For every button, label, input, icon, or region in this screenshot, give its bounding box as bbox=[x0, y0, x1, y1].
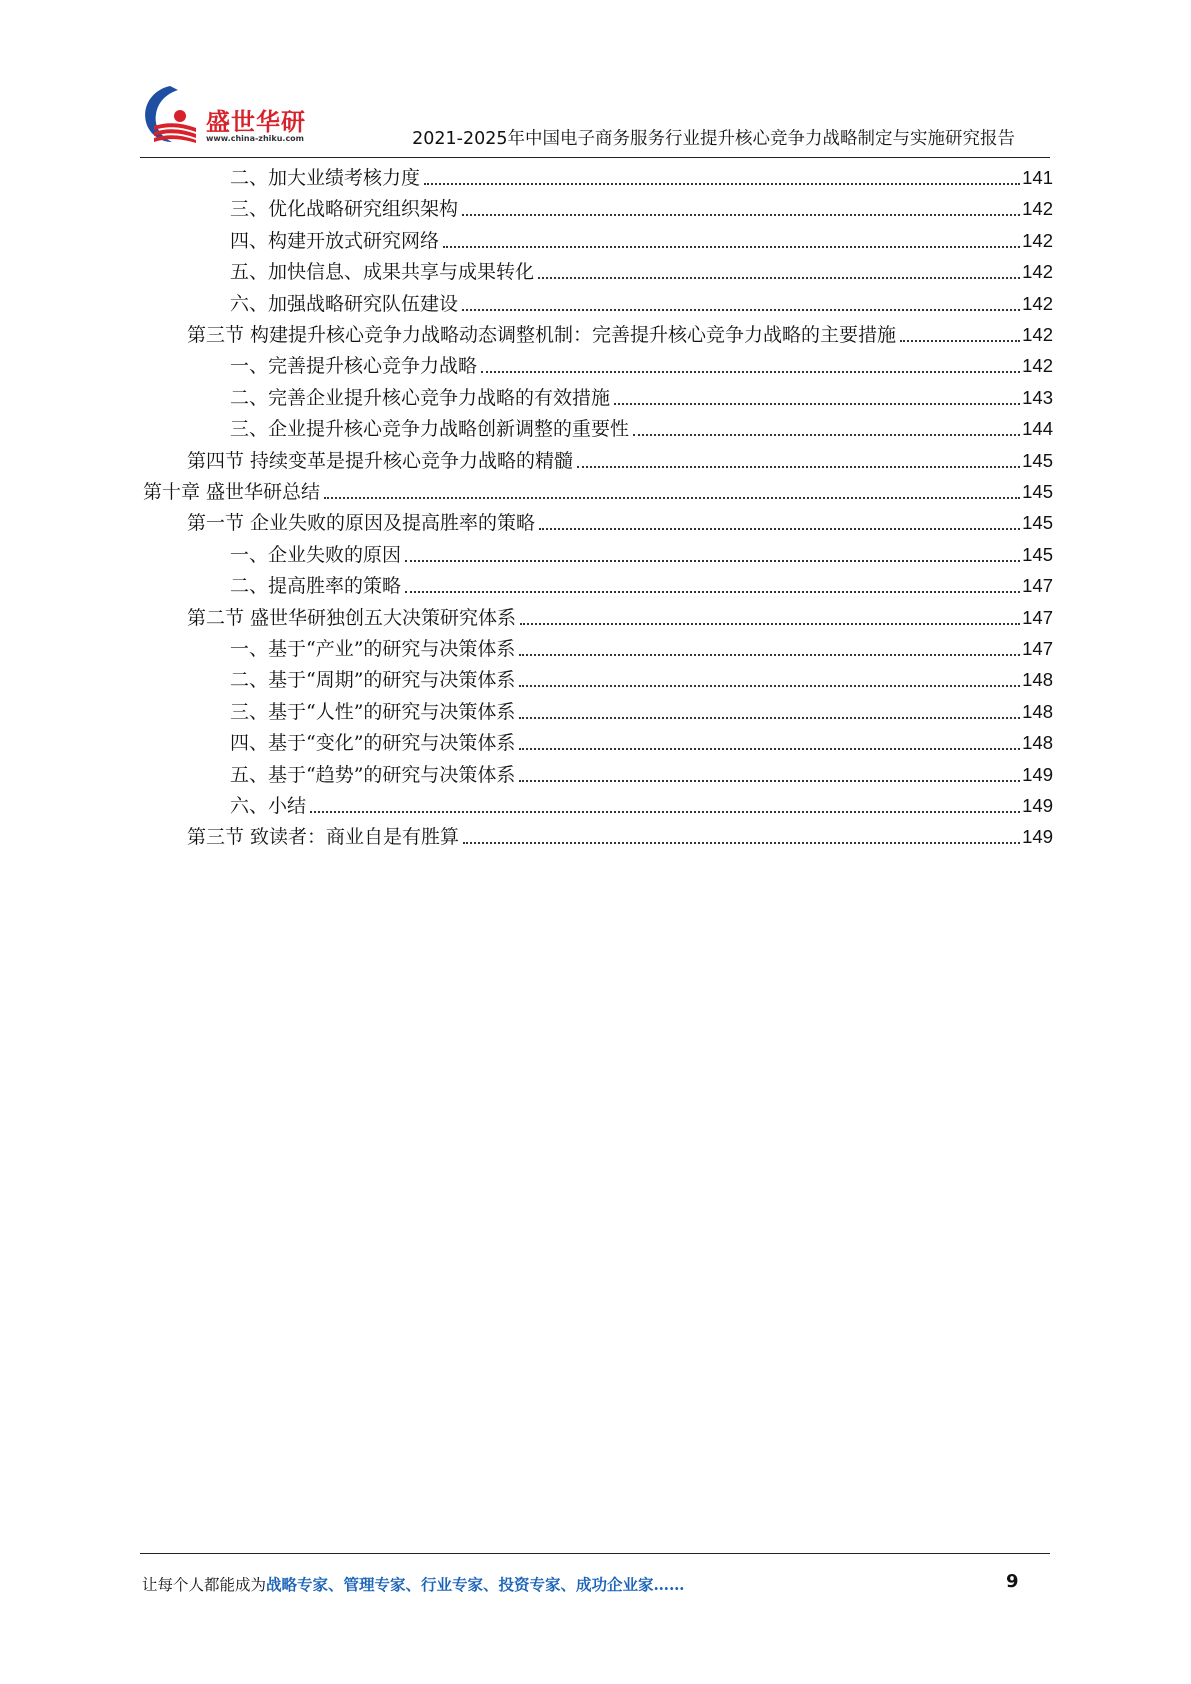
toc-leader-dots bbox=[614, 403, 1020, 405]
toc-entry-page: 148 bbox=[1022, 669, 1053, 691]
report-title: 2021-2025年中国电子商务服务行业提升核心竞争力战略制定与实施研究报告 bbox=[412, 129, 1015, 149]
toc-entry-label: 第四节 持续变革是提升核心竞争力战略的精髓 bbox=[187, 449, 574, 472]
toc-entry-label: 二、加大业绩考核力度 bbox=[230, 167, 421, 189]
toc-entry[interactable] bbox=[230, 380, 1053, 411]
page-number: 9 bbox=[1006, 1571, 1019, 1592]
toc-entry[interactable] bbox=[187, 819, 1053, 850]
toc-entry[interactable] bbox=[230, 223, 1053, 254]
toc-entry[interactable] bbox=[230, 286, 1053, 317]
toc-leader-dots bbox=[900, 340, 1020, 342]
toc-entry-label: 二、提高胜率的策略 bbox=[230, 575, 402, 598]
toc-entry[interactable] bbox=[230, 662, 1053, 693]
toc-leader-dots bbox=[310, 811, 1020, 813]
page-header bbox=[0, 0, 1191, 165]
toc-leader-dots bbox=[405, 591, 1020, 593]
toc-entry[interactable] bbox=[230, 411, 1053, 442]
toc-entry-label: 三、企业提升核心竞争力战略创新调整的重要性 bbox=[230, 418, 630, 441]
toc-entry[interactable] bbox=[230, 725, 1053, 756]
toc-leader-dots bbox=[462, 309, 1020, 311]
toc-entry[interactable] bbox=[187, 505, 1053, 536]
toc-entry-page: 149 bbox=[1022, 826, 1053, 848]
toc-leader-dots bbox=[443, 246, 1020, 248]
toc-entry[interactable] bbox=[230, 254, 1053, 285]
toc-leader-dots bbox=[539, 528, 1020, 530]
toc-entry[interactable] bbox=[230, 788, 1053, 819]
toc-entry[interactable] bbox=[230, 160, 1053, 191]
toc-entry-label: 二、完善企业提升核心竞争力战略的有效措施 bbox=[230, 386, 611, 409]
toc-leader-dots bbox=[481, 371, 1020, 373]
logo-name: 盛世华研 bbox=[206, 108, 306, 136]
toc-entry-page: 145 bbox=[1022, 543, 1053, 565]
toc-entry-label: 一、基于“产业”的研究与决策体系 bbox=[230, 638, 516, 660]
toc-entry-page: 147 bbox=[1022, 575, 1053, 597]
toc-entry-page: 144 bbox=[1022, 418, 1053, 440]
toc-entry[interactable] bbox=[187, 600, 1053, 631]
toc-leader-dots bbox=[519, 654, 1020, 656]
toc-entry-label: 第十章 盛世华研总结 bbox=[143, 481, 321, 503]
toc-entry-page: 143 bbox=[1022, 386, 1053, 408]
toc-entry-label: 第三节 构建提升核心竞争力战略动态调整机制：完善提升核心竞争力战略的主要措施 bbox=[187, 324, 897, 346]
toc-entry-page: 142 bbox=[1022, 229, 1053, 251]
toc-entry-page: 145 bbox=[1022, 481, 1053, 502]
toc-entry-label: 六、小结 bbox=[230, 795, 307, 817]
toc-entry-label: 三、基于“人性”的研究与决策体系 bbox=[230, 700, 516, 723]
toc-entry-page: 142 bbox=[1022, 292, 1053, 314]
toc-entry-label: 六、加强战略研究队伍建设 bbox=[230, 292, 459, 315]
toc-leader-dots bbox=[405, 560, 1020, 562]
toc-entry[interactable] bbox=[230, 568, 1053, 599]
header-divider bbox=[140, 157, 1050, 158]
toc-leader-dots bbox=[324, 497, 1020, 499]
toc-entry-page: 149 bbox=[1022, 795, 1053, 816]
toc-entry-page: 148 bbox=[1022, 700, 1053, 722]
toc-entry-page: 142 bbox=[1022, 355, 1053, 377]
footer-divider bbox=[140, 1553, 1050, 1554]
logo-url: www.china-zhiku.com bbox=[206, 134, 305, 143]
company-logo bbox=[140, 82, 310, 148]
toc-entry[interactable] bbox=[230, 348, 1053, 379]
toc-entry-label: 一、完善提升核心竞争力战略 bbox=[230, 355, 478, 378]
toc-leader-dots bbox=[538, 277, 1020, 279]
toc-entry-page: 142 bbox=[1022, 324, 1053, 345]
toc-leader-dots bbox=[463, 842, 1020, 844]
toc-leader-dots bbox=[519, 685, 1020, 687]
toc-entry-label: 四、基于“变化”的研究与决策体系 bbox=[230, 732, 516, 755]
toc-leader-dots bbox=[462, 214, 1020, 216]
toc-entry[interactable] bbox=[187, 317, 1053, 348]
toc-entry-label: 四、构建开放式研究网络 bbox=[230, 229, 440, 252]
toc-leader-dots bbox=[519, 748, 1020, 750]
toc-leader-dots bbox=[424, 183, 1020, 185]
toc-entry-page: 148 bbox=[1022, 732, 1053, 754]
toc-entry[interactable] bbox=[230, 191, 1053, 222]
footer-slogan-prefix: 让每个人都能成为 bbox=[142, 1576, 267, 1594]
toc-entry[interactable] bbox=[187, 443, 1053, 474]
toc-leader-dots bbox=[519, 780, 1020, 782]
toc-entry-label: 二、基于“周期”的研究与决策体系 bbox=[230, 669, 516, 692]
toc-entry-page: 145 bbox=[1022, 512, 1053, 534]
toc-entry-label: 五、基于“趋势”的研究与决策体系 bbox=[230, 763, 516, 786]
toc-entry-label: 一、企业失败的原因 bbox=[230, 543, 402, 566]
footer-slogan-accent: 战略专家、管理专家、行业专家、投资专家、成功企业家…… bbox=[266, 1575, 685, 1594]
toc-entry-label: 三、优化战略研究组织架构 bbox=[230, 198, 459, 221]
toc-leader-dots bbox=[633, 434, 1020, 436]
footer-slogan bbox=[142, 1573, 685, 1595]
toc-entry-page: 141 bbox=[1022, 167, 1053, 188]
toc-entry-label: 第二节 盛世华研独创五大决策研究体系 bbox=[187, 606, 517, 629]
toc-entry[interactable] bbox=[230, 537, 1053, 568]
toc-leader-dots bbox=[577, 466, 1020, 468]
toc-entry-label: 五、加快信息、成果共享与成果转化 bbox=[230, 261, 535, 284]
toc-entry-page: 145 bbox=[1022, 449, 1053, 471]
toc-entry-page: 147 bbox=[1022, 606, 1053, 628]
toc-leader-dots bbox=[519, 717, 1020, 719]
toc-entry[interactable] bbox=[230, 694, 1053, 725]
toc-entry-page: 142 bbox=[1022, 198, 1053, 220]
toc-leader-dots bbox=[520, 623, 1020, 625]
toc-entry-page: 147 bbox=[1022, 638, 1053, 659]
toc-entry-page: 142 bbox=[1022, 261, 1053, 283]
toc-entry[interactable] bbox=[230, 631, 1053, 662]
toc-entry-label: 第一节 企业失败的原因及提高胜率的策略 bbox=[187, 512, 536, 535]
toc-entry[interactable] bbox=[230, 757, 1053, 788]
logo-emblem-icon bbox=[140, 82, 206, 148]
toc-entry-label: 第三节 致读者：商业自是有胜算 bbox=[187, 826, 460, 849]
toc-entry[interactable] bbox=[143, 474, 1053, 505]
toc-entry-page: 149 bbox=[1022, 763, 1053, 785]
